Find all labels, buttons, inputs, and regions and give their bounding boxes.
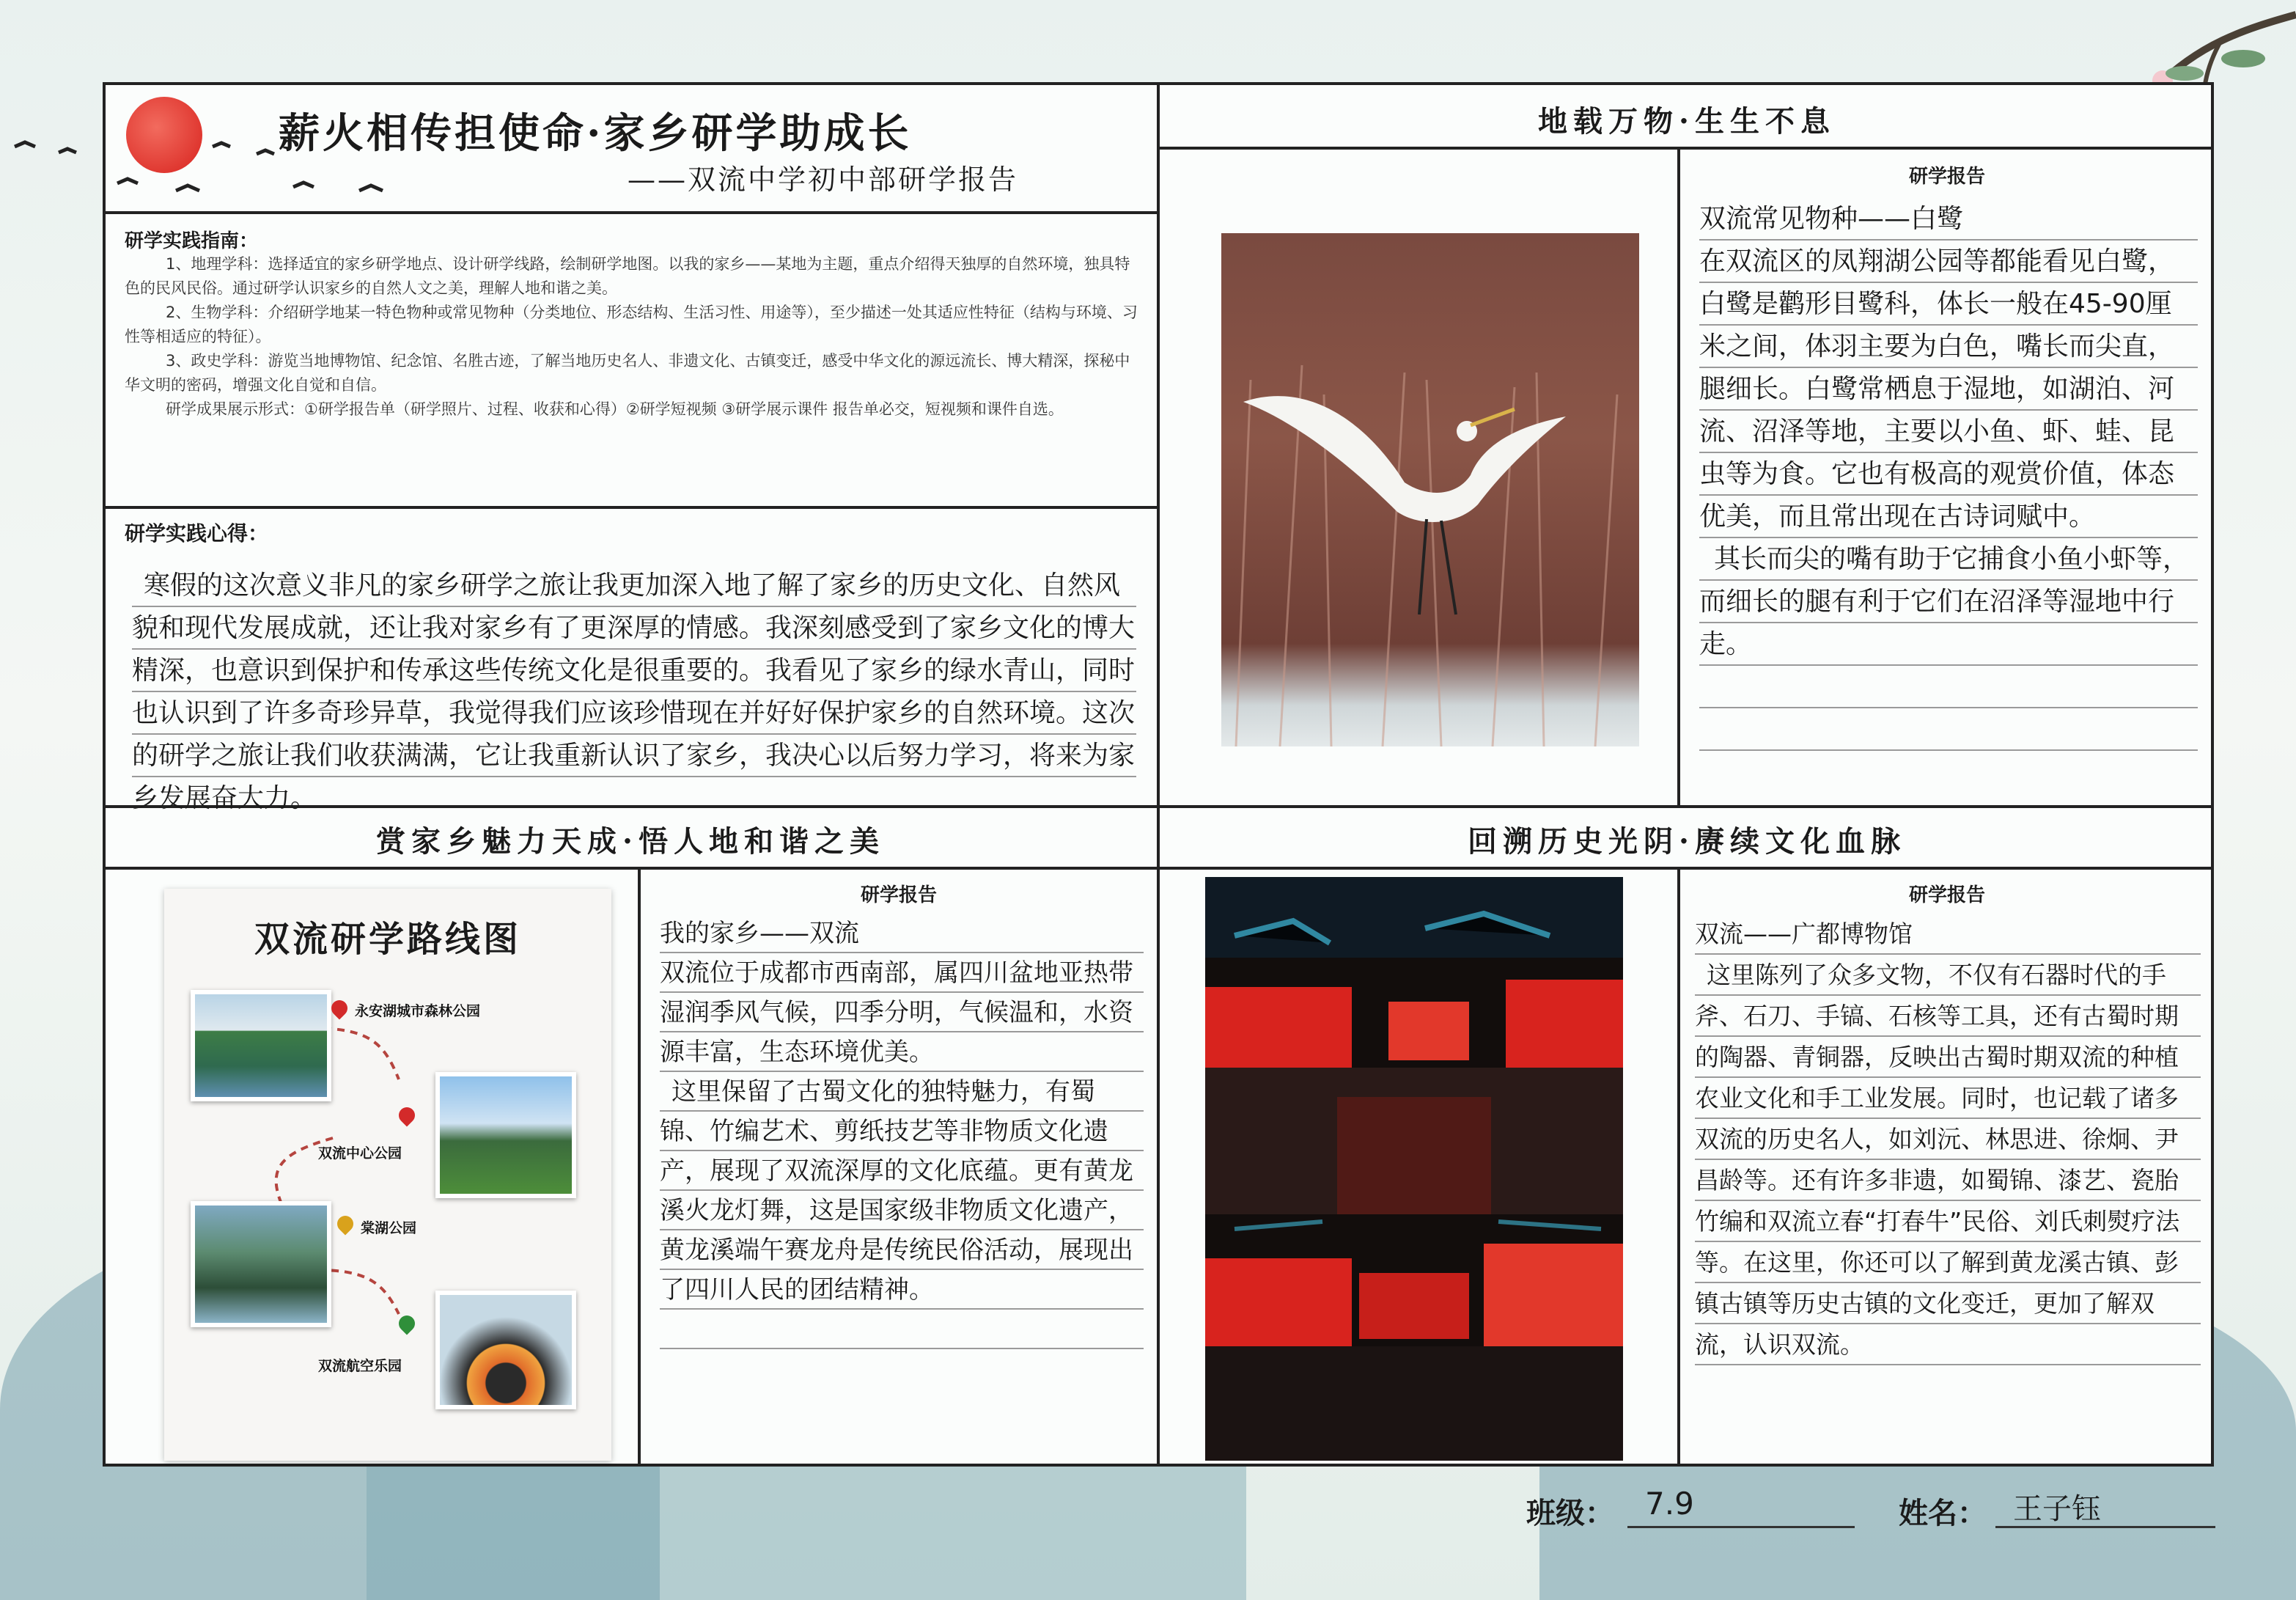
class-label: 班级： bbox=[1526, 1496, 1614, 1530]
divider bbox=[1677, 867, 1680, 1467]
biology-description: 在双流区的凤翔湖公园等都能看见白鹭，白鹭是鹳形目鹭科，体长一般在45-90厘米之间，体羽主要为白色，嘴长而尖直，腿细长。白鹭常栖息于湿地，如湖泊、河流、沼泽等地，主要以小鱼、虾、蛙、昆虫等为食。它也有极高的观赏价值，体态优美，而且常出现在古诗词赋中。 bbox=[1699, 246, 2175, 532]
photo-aviation-park bbox=[435, 1291, 576, 1409]
reflection-text: 寒假的这次意义非凡的家乡研学之旅让我更加深入地了解了家乡的历史文化、自然风貌和现代发展成就，还让我对家乡有了更深厚的情感。我深刻感受到了家乡文化的博大精深，也意识到保护和传承这些传统文化是很重要的。我看见了家乡的绿水青山，同时也认识到了许多奇珍异草，我觉得我们应该珍惜现在并好好保护家乡的自然环境。这次的研学之旅让我们收获满满，它让我重新认识了家乡，我决心以后努力学习，将来为家乡发展奋大力。 bbox=[132, 565, 1136, 792]
page-subtitle: ——双流中学初中部研学报告 bbox=[628, 164, 1019, 196]
divider bbox=[103, 211, 1158, 214]
route-map bbox=[164, 889, 611, 1461]
photo-yongan-lake bbox=[191, 990, 331, 1101]
geography-report-label: 研学报告 bbox=[860, 884, 937, 906]
divider bbox=[103, 805, 2214, 808]
name-value: 王子钰 bbox=[1995, 1486, 2215, 1528]
geography-culture: 这里保留了古蜀文化的独特魅力，有蜀锦、竹编艺术、剪纸技艺等非物质文化遗产，展现了双流深厚的文化底蕴。更有黄龙溪火龙灯舞，这是国家级非物质文化遗产，黄龙溪端午赛龙舟是传统民俗活动，展现出了四川人民的团结精神。 bbox=[660, 1077, 1133, 1304]
divider bbox=[1157, 82, 1160, 1467]
guide-item-politics-history: 3、政史学科：游览当地博物馆、纪念馆、名胜古迹，了解当地历史名人、非遗文化、古镇变迁，感受中华文化的源远流长、博大精深，探秘中华文明的密码，增强文化自觉和自信。 bbox=[125, 352, 1130, 394]
history-report-text bbox=[1695, 914, 2201, 1383]
section-title-biology: 地载万物·生生不息 bbox=[1538, 104, 1836, 139]
photo-central-park bbox=[435, 1072, 576, 1198]
geography-topic: 我的家乡——双流 bbox=[660, 919, 859, 948]
guide-body bbox=[125, 252, 1144, 422]
guide-heading: 研学实践指南： bbox=[125, 230, 259, 252]
biology-topic: 双流常见物种——白鹭 bbox=[1699, 204, 1964, 234]
stop-label-yongan: 永安湖城市森林公园 bbox=[355, 1003, 481, 1019]
stop-label-central-park: 双流中心公园 bbox=[318, 1145, 402, 1162]
geography-climate: 双流位于成都市西南部，属四川盆地亚热带湿润季风气候，四季分明，气候温和，水资源丰富，生态环境优美。 bbox=[660, 958, 1133, 1067]
geography-report-text bbox=[660, 914, 1144, 1368]
stop-label-tanghu: 棠湖公园 bbox=[361, 1220, 417, 1236]
museum-photo bbox=[1205, 877, 1623, 1461]
divider bbox=[1160, 147, 2214, 150]
divider bbox=[1677, 147, 1680, 807]
route-map-title: 双流研学路线图 bbox=[254, 919, 521, 960]
history-topic: 双流——广都博物馆 bbox=[1695, 920, 1913, 948]
guide-item-output: 研学成果展示形式：①研学报告单（研学照片、过程、收获和心得）②研学短视频 ③研学展示课件 报告单必交，短视频和课件自选。 bbox=[166, 400, 1064, 418]
biology-adaptation: 其长而尖的嘴有助于它捕食小鱼小虾等，而细长的腿有利于它们在沼泽等湿地中行走。 bbox=[1699, 544, 2190, 659]
photo-tanghu-park bbox=[191, 1201, 331, 1327]
history-report-label: 研学报告 bbox=[1908, 884, 1985, 906]
divider bbox=[638, 867, 641, 1467]
guide-item-geography: 1、地理学科：选择适宜的家乡研学地点、设计研学线路，绘制研学地图。以我的家乡——某地为主题，重点介绍得天独厚的自然环境，独具特色的民风民俗。通过研学认识家乡的自然人文之美，理解人地和谐之美。 bbox=[125, 255, 1130, 297]
divider bbox=[103, 867, 2214, 870]
guide-item-biology: 2、生物学科：介绍研学地某一特色物种或常见物种（分类地位、形态结构、生活习性、用途等），至少描述一处其适应性特征（结构与环境、习性等相适应的特征）。 bbox=[125, 304, 1138, 345]
name-label: 姓名： bbox=[1899, 1496, 1987, 1530]
history-description: 这里陈列了众多文物，不仅有石器时代的手斧、石刀、手镐、石核等工具，还有古蜀时期的陶器、青铜器，反映出古蜀时期双流的种植农业文化和手工业发展。同时，也记载了诸多双流的历史名人，如刘沅、林思进、徐炯、尹昌龄等。还有许多非遗，如蜀锦、漆艺、瓷胎竹编和双流立春“打春牛”民俗、刘氏刺熨疗法等。在这里，你还可以了解到黄龙溪古镇、彭镇古镇等历史古镇的文化变迁，更加了解双流，认识双流。 bbox=[1695, 961, 2180, 1359]
biology-report-label: 研学报告 bbox=[1908, 166, 1985, 188]
page-title: 薪火相传担使命·家乡研学助成长 bbox=[279, 109, 912, 158]
biology-report-text bbox=[1699, 198, 2198, 770]
divider bbox=[103, 506, 1158, 509]
section-title-history: 回溯历史光阴·赓续文化血脉 bbox=[1468, 824, 1906, 859]
egret-photo bbox=[1221, 233, 1639, 746]
class-value: 7.9 bbox=[1627, 1486, 1855, 1528]
stop-label-aviation: 双流航空乐园 bbox=[318, 1358, 402, 1374]
section-title-geography: 赏家乡魅力天成·悟人地和谐之美 bbox=[376, 824, 885, 859]
reflection-heading: 研学实践心得： bbox=[125, 521, 269, 546]
